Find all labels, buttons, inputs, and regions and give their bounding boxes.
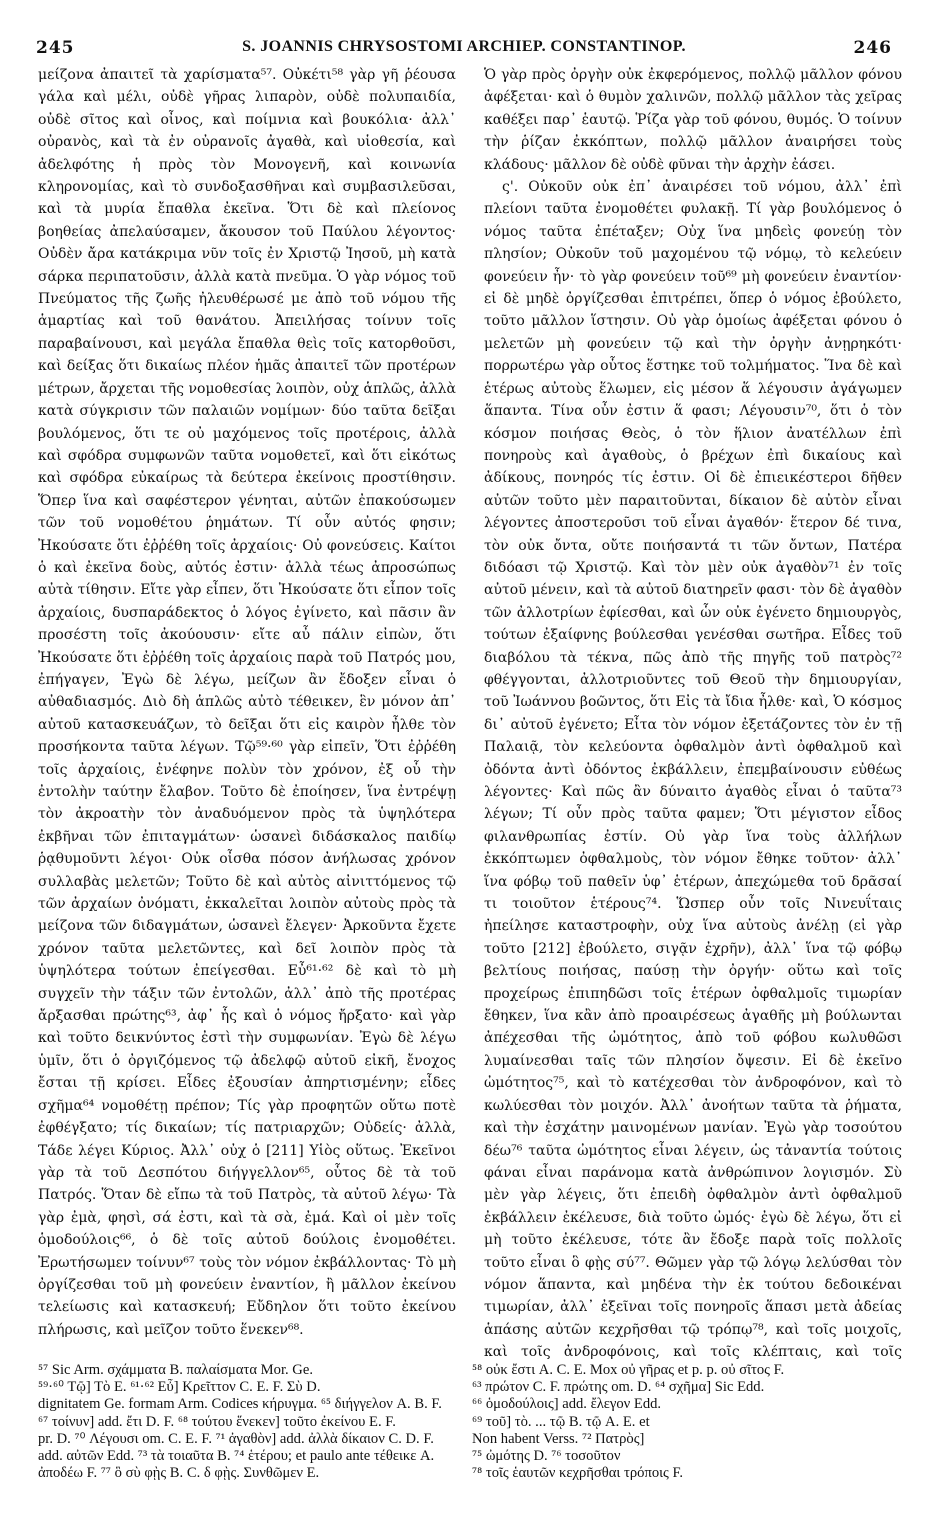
footnote-row bbox=[38, 1396, 902, 1413]
footnote-left: dignitatem Ge. formam Arm. Codices κήρυγμα. ⁶⁵ διήγγελον A. B. F. bbox=[38, 1396, 442, 1413]
footnote-left: pr. D. ⁷⁰ Λέγουσι om. C. E. F. ⁷¹ ἀγαθὸν] add. ἀλλὰ δίκαιον C. D. F. bbox=[38, 1430, 434, 1447]
footnote-right: ⁶⁶ ὁμοδούλοις] add. ἔλεγον Edd. bbox=[472, 1396, 662, 1413]
footnotes bbox=[38, 1362, 902, 1482]
footnote-right: ⁷⁵ ὠμότης D. ⁷⁶ τοσοῦτον bbox=[472, 1448, 621, 1465]
running-title: S. JOANNIS CHRYSOSTOMI ARCHIEP. CONSTANTINOP. bbox=[242, 38, 686, 55]
footnote-left: ⁵⁹·⁶⁰ Τῷ] Τὸ E. ⁶¹·⁶² Εὖ] Κρεῖττον C. E. F. Σὺ D. bbox=[38, 1379, 321, 1396]
footnote-right: Non habent Verss. ⁷² Πατρὸς] bbox=[472, 1430, 645, 1447]
footnote-right: ⁶³ πρώτον C. F. πρώτης om. D. ⁶⁴ σχῆμα] Sic Edd. bbox=[472, 1379, 765, 1396]
page-number-right: 246 bbox=[853, 38, 892, 58]
footnote-left: ⁶⁷ τοίνυν] add. ἔτι D. F. ⁶⁸ τούτου ἕνεκεν] τοῦτο ἐκείνου E. F. bbox=[38, 1413, 396, 1430]
footnote-row bbox=[38, 1379, 902, 1396]
footnote-left: ἀποδέω F. ⁷⁷ ὃ σὺ φῂς B. C. δ φῂς. Συνθῶμεν E. bbox=[38, 1465, 320, 1482]
footnote-right: ⁵⁸ οὐκ ἔστι A. C. E. Mox οὐ γῆρας et p. p. οὐ σῖτος F. bbox=[472, 1362, 785, 1378]
footnote-row bbox=[38, 1465, 902, 1482]
footnote-right: ⁶⁹ τοῦ] τὸ. ... τῷ B. τῷ A. E. et bbox=[472, 1413, 650, 1430]
left-paragraph-1: μείζονα ἀπαιτεῖ τὰ χαρίσματα⁵⁷. Οὐκέτι⁵⁸ γὰρ γῆ ῥέουσα γάλα καὶ μέλι, οὐδὲ γῆρας λιπαρὸν, οὐδὲ πολυπαιδία, οὐδὲ σῖτος καὶ οἶνος, καὶ ποίμνια καὶ βουκόλια· ἀλλ᾽ οὐρανὸς, καὶ τὰ ἐν οὐρανοῖς ἀγαθὰ, καὶ υἱοθεσία, καὶ ἀδελφότης ἡ πρὸς τὸν Μονογενῆ, καὶ κοινωνία κληρονομίας, καὶ τὸ συνδοξασθῆναι καὶ συμβασιλεῦσαι, καὶ τὰ μυρία ἔπαθλα ἐκεῖνα. Ὅτι δὲ καὶ πλείονος βοηθείας ἀπελαύσαμεν, ἄκουσον τοῦ Παύλου λέγοντος· Οὐδὲν ἄρα κατάκριμα νῦν τοῖς ἐν Χριστῷ Ἰησοῦ, μὴ κατὰ σάρκα περιπατοῦσιν, ἀλλὰ κατὰ πνεῦμα. Ὁ γὰρ νόμος τοῦ Πνεύματος τῆς ζωῆς ἠλευθέρωσέ με ἀπὸ τοῦ νόμου τῆς ἁμαρτίας καὶ τοῦ θανάτου. Ἀπειλήσας τοίνυν τοῖς παραβαίνουσι, καὶ μεγάλα ἔπαθλα θεὶς τοῖς κατορθοῦσι, καὶ δείξας ὅτι δικαίως πλέον ἡμᾶς ἀπαιτεῖ τῶν προτέρων μέτρων, ἄρχεται τῆς νομοθεσίας λοιπὸν, οὐχ ἁπλῶς, ἀλλὰ κατὰ σύγκρισιν τῶν παλαιῶν νομίμων· δύο ταῦτα δεῖξαι βουλόμενος, ὅτι τε οὐ μαχόμενος τοῖς προτέροις, ἀλλὰ καὶ σφόδρα συμφωνῶν ταῦτα νομοθετεῖ, καὶ ὅτι εἰκότως καὶ σφόδρα εὐκαίρως τὰ δεύτερα ἐκείνοις προστίθησιν. Ὅπερ ἵνα καὶ σαφέστερον γένηται, αὐτῶν ἐπακούσωμεν τῶν τοῦ νομοθέτου ῥημάτων. Τί οὖν αὐτός φησιν; Ἠκούσατε ὅτι ἐῤῥέθη τοῖς ἀρχαίοις· Οὐ φονεύσεις. Καίτοι ὁ καὶ ἐκεῖνα δοὺς, αὐτός ἐστιν· ἀλλὰ τέως ἀπροσώπως αὐτὰ τίθησιν. Εἴτε γὰρ εἶπεν, ὅτι Ἠκούσατε ὅτι εἶπον τοῖς ἀρχαίοις, δυσπαράδεκτος ὁ λόγος ἐγίνετο, καὶ πᾶσιν ἂν προσέστη τοῖς ἀκούουσιν· εἴτε αὖ πάλιν εἰπὼν, ὅτι Ἠκούσατε ὅτι ἐῤῥέθη τοῖς ἀρχαίοις παρὰ τοῦ Πατρός μου, ἐπήγαγεν, Ἐγὼ δὲ λέγω, μείζων ἂν ἔδοξεν εἶναι ὁ αὐθαδιασμός. Διὸ δὴ ἁπλῶς αὐτὸ τέθεικεν, ἓν μόνον ἀπ᾽ αὐτοῦ κατασκευάζων, τὸ δεῖξαι ὅτι εἰς καιρὸν ἦλθε τὸν προσήκοντα ταῦτα λέγων. Τῷ⁵⁹·⁶⁰ γὰρ εἰπεῖν, Ὅτι ἐῤῥέθη τοῖς ἀρχαίοις, ἐνέφηνε πολὺν τὸν χρόνον, ἐξ οὗ τὴν ἐντολὴν ταύτην ἔλαβον. Τοῦτο δὲ ἐποίησεν, ἵνα ἐντρέψῃ τὸν ἀκροατὴν τὸν ἀναδυόμενον πρὸς τὰ ὑψηλότερα ἐκβῆναι τῶν ἐπιταγμάτων· ὡσανεὶ διδάσκαλος παιδίῳ ῥᾳθυμοῦντι λέγοι· Οὐκ οἶσθα πόσον ἀνήλωσας χρόνον συλλαβὰς μελετῶν; Τοῦτο δὲ καὶ αὐτὸς αἰνιττόμενος τῷ τῶν ἀρχαίων ὀνόματι, ἐκκαλεῖται λοιπὸν αὐτοὺς πρὸς τὰ μείζονα τῶν διδαγμάτων, ὡσανεὶ ἔλεγεν· Ἀρκοῦντα ἔχετε χρόνον ταῦτα μελετῶντες, καὶ δεῖ λοιπὸν πρὸς τὰ ὑψηλότερα τούτων ἐπείγεσθαι. Εὖ⁶¹·⁶² δὲ καὶ τὸ μὴ συγχεῖν τὴν τάξιν τῶν ἐντολῶν, ἀλλ᾽ ἀπὸ τῆς προτέρας ἄρξασθαι πρώτης⁶³, ἀφ᾽ ἧς καὶ ὁ νόμος ἤρξατο· καὶ γὰρ καὶ τοῦτο δεικνύντος ἐστὶ τὴν συμφωνίαν. Ἐγὼ δὲ λέγω ὑμῖν, ὅτι ὁ ὀργιζόμενος τῷ ἀδελφῷ αὐτοῦ εἰκῆ, ἔνοχος ἔσται τῇ κρίσει. Εἶδες ἐξουσίαν ἀπηρτισμένην; εἶδες σχῆμα⁶⁴ νομοθέτῃ πρέπον; Τίς γὰρ προφητῶν οὕτω ποτὲ ἐφθέγξατο; τίς δικαίων; τίς πατριαρχῶν; Οὐδείς· ἀλλὰ, Τάδε λέγει Κύριος. Ἀλλ᾽ οὐχ ὁ [211] Υἱὸς οὕτως. Ἐκεῖνοι γὰρ τὰ τοῦ Δεσπότου διήγγελλον⁶⁵, οὗτος δὲ τὰ τοῦ Πατρός. Ὅταν δὲ εἴπω τὰ τοῦ Πατρὸς, τὰ αὐτοῦ λέγω· Τὰ γὰρ ἐμὰ, φησὶ, σά ἐστι, καὶ τὰ σὰ, ἐμά. Καὶ οἱ μὲν τοῖς ὁμοδούλοις⁶⁶, ὁ δὲ τοῖς αὐτοῦ δούλοις ἐνομοθέτει. Ἐρωτήσωμεν τοίνυν⁶⁷ τοὺς τὸν νόμον ἐκβάλλοντας· Τὸ μὴ ὀργίζεσθαι τοῦ μὴ φονεύειν ἐναντίον, ἢ μᾶλλον ἐκείνου τελείωσις καὶ κατασκευή; Εὔδηλον ὅτι τοῦτο ἐκείνου πλήρωσις, καὶ μεῖζον τοῦτο ἕνεκεν⁶⁸. bbox=[38, 67, 456, 1338]
running-header bbox=[36, 38, 892, 60]
footnote-left: ⁵⁷ Sic Arm. σχάμματα B. παλαίσματα Mor. Ge. bbox=[38, 1362, 313, 1378]
right-column bbox=[484, 64, 902, 1362]
footnote-left: add. αὐτῶν Edd. ⁷³ τὰ τοιαῦτα B. ⁷⁴ ἑτέρου; et paulo ante τέθεικε A. bbox=[38, 1448, 435, 1465]
right-paragraph-1: Ὁ γὰρ πρὸς ὀργὴν οὐκ ἐκφερόμενος, πολλῷ μᾶλλον φόνου ἀφέξεται· καὶ ὁ θυμὸν χαλινῶν, πολλῷ μᾶλλον τὰς χεῖρας καθέξει παρ᾽ ἑαυτῷ. Ῥίζα γὰρ τοῦ φόνου, θυμός. Ὁ τοίνυν τὴν ῥίζαν ἐκκόπτων, πολλῷ μᾶλλον ἀναιρήσει τοὺς κλάδους· μᾶλλον δὲ οὐδὲ φῦναι τὴν ἀρχὴν ἐάσει. bbox=[484, 67, 902, 173]
footnote-row bbox=[38, 1362, 902, 1379]
footnote-right: ⁷⁸ τοῖς ἑαυτῶν κεχρῆσθαι τρόποις F. bbox=[472, 1465, 684, 1482]
footnote-row bbox=[38, 1414, 902, 1431]
right-paragraph-2: ς'. Οὐκοῦν οὐκ ἐπ᾽ ἀναιρέσει τοῦ νόμου, ἀλλ᾽ ἐπὶ πλείονι ταῦτα ἐνομοθέτει φυλακῇ. Τί γὰρ βουλόμενος ὁ νόμος ταῦτα ἐπέταξεν; Οὐχ ἵνα μηδεὶς φονεύῃ τὸν πλησίον; Οὐκοῦν τοῦ μαχομένου τῷ νόμῳ, τὸ κελεύειν φονεύειν ἦν· τὸ γὰρ φονεύειν τοῦ⁶⁹ μὴ φονεύειν ἐναντίον· εἰ δὲ μηδὲ ὀργίζεσθαι ἐπιτρέπει, ὅπερ ὁ νόμος ἐβούλετο, τοῦτο μᾶλλον ἵστησιν. Οὐ γὰρ ὁμοίως ἀφέξεται φόνου ὁ μελετῶν μὴ φονεύειν τῷ καὶ τὴν ὀργὴν ἀνῃρηκότι· πορρωτέρω γὰρ οὗτος ἕστηκε τοῦ τολμήματος. Ἵνα δὲ καὶ ἑτέρως αὐτοὺς ἕλωμεν, εἰς μέσον ἅ λέγουσιν ἀγάγωμεν ἅπαντα. Τίνα οὖν ἐστιν ἅ φασι; Λέγουσιν⁷⁰, ὅτι ὁ τὸν κόσμον ποιήσας Θεὸς, ὁ τὸν ἥλιον ἀνατέλλων ἐπὶ πονηροὺς καὶ ἀγαθοὺς, ὁ βρέχων ἐπὶ δικαίους καὶ ἀδίκους, πονηρός τίς ἐστιν. Οἱ δὲ ἐπιεικέστεροι δῆθεν αὐτῶν τοῦτο μὲν παραιτοῦνται, δίκαιον δὲ αὐτὸν εἶναι λέγοντες ἀποστεροῦσι τοῦ εἶναι ἀγαθόν· ἕτερον δέ τινα, τὸν οὐκ ὄντα, οὔτε ποιήσαντά τι τῶν ὄντων, Πατέρα διδόασι τῷ Χριστῷ. Καὶ τὸν μὲν οὐκ ἀγαθὸν⁷¹ ἐν τοῖς αὐτοῦ μένειν, καὶ τὰ αὐτοῦ διατηρεῖν φασι· τὸν δὲ ἀγαθὸν τῶν ἀλλοτρίων ἐφίεσθαι, καὶ ὧν οὐκ ἐγένετο δημιουργὸς, τούτων ἐξαίφνης βούλεσθαι γενέσθαι σωτῆρα. Εἶδες τοῦ διαβόλου τὰ τέκνα, πῶς ἀπὸ τῆς πηγῆς τοῦ πατρὸς⁷² φθέγγονται, ἀλλοτριοῦντες τοῦ Θεοῦ τὴν δημιουργίαν, τοῦ Ἰωάννου βοῶντος, ὅτι Εἰς τὰ ἴδια ἦλθε· καὶ, Ὁ κόσμος δι᾽ αὐτοῦ ἐγένετο; Εἶτα τὸν νόμον ἐξετάζοντες τὸν ἐν τῇ Παλαιᾷ, τὸν κελεύοντα ὀφθαλμὸν ἀντὶ ὀφθαλμοῦ καὶ ὀδόντα ἀντὶ ὀδόντος ἐκβάλλειν, ἐπεμβαίνουσιν εὐθέως λέγοντες· Καὶ πῶς ἂν δύναιτο ἀγαθὸς εἶναι ὁ ταῦτα⁷³ λέγων; Τί οὖν πρὸς ταῦτα φαμεν; Ὅτι μέγιστον εἶδος φιλανθρωπίας ἐστίν. Οὐ γὰρ ἵνα τοὺς ἀλλήλων ἐκκόπτωμεν ὀφθαλμοὺς, τὸν νόμον ἔθηκε τοῦτον· ἀλλ᾽ ἵνα φόβῳ τοῦ παθεῖν ὑφ᾽ ἑτέρων, ἀπεχώμεθα τοῦ δρᾶσαί τι τοιοῦτον ἑτέρους⁷⁴. Ὥσπερ οὖν τοῖς Νινευΐταις ἠπείλησε καταστροφὴν, οὐχ ἵνα αὐτοὺς ἀνέλῃ (εἰ γὰρ τοῦτο [212] ἐβούλετο, σιγᾷν ἐχρῆν), ἀλλ᾽ ἵνα τῷ φόβῳ βελτίους ποιήσας, παύσῃ τὴν ὀργήν· οὕτω καὶ τοῖς προχείρως ἐπιπηδῶσι τοῖς ἑτέρων ὀφθαλμοῖς τιμωρίαν ἔθηκεν, ἵνα κἂν ἀπὸ προαιρέσεως ἀγαθῆς μὴ βούλωνται ἀπέχεσθαι τῆς ὠμότητος, ἀπὸ τοῦ φόβου κωλυθῶσι λυμαίνεσθαι ταῖς τῶν πλησίον ὄψεσιν. Εἰ δὲ ἐκεῖνο ὠμότητος⁷⁵, καὶ τὸ κατέχεσθαι τὸν ἀνδροφόνον, καὶ τὸ κωλύεσθαι τὸν μοιχόν. Ἀλλ᾽ ἀνοήτων ταῦτα τὰ ῥήματα, καὶ τὴν ἐσχάτην μαινομένων μανίαν. Ἐγὼ γὰρ τοσούτου δέω⁷⁶ ταῦτα ὠμότητος εἶναι λέγειν, ὡς τἀναντία τούτοις φάναι εἶναι παράνομα κατὰ ἀνθρώπινον λογισμόν. Σὺ μὲν γὰρ λέγεις, ὅτι ἐπειδὴ ὀφθαλμὸν ἀντὶ ὀφθαλμοῦ ἐκβάλλειν ἐκέλευσε, διὰ τοῦτο ὠμός· ἐγὼ δὲ λέγω, ὅτι εἰ μὴ τοῦτο ἐκέλευσε, τότε ἂν ἔδοξε παρὰ τοῖς πολλοῖς τοῦτο εἶναι ὃ φῂς σύ⁷⁷. Θῶμεν γὰρ τῷ λόγῳ λελύσθαι τὸν νόμον ἅπαντα, καὶ μηδένα τὴν ἐκ τούτου δεδοικέναι τιμωρίαν, ἀλλ᾽ ἐξεῖναι τοῖς πονηροῖς ἅπασι μετὰ ἀδείας ἁπάσης αὐτῶν κεχρῆσθαι τῷ τρόπῳ⁷⁸, καὶ τοῖς μοιχοῖς, καὶ τοῖς ἀνδροφόνοις, καὶ τοῖς κλέπταις, καὶ τοῖς bbox=[484, 179, 902, 1361]
footnote-row bbox=[38, 1431, 902, 1448]
page-number-left: 245 bbox=[36, 38, 75, 58]
footnote-row bbox=[38, 1448, 902, 1465]
left-column bbox=[38, 64, 456, 1362]
